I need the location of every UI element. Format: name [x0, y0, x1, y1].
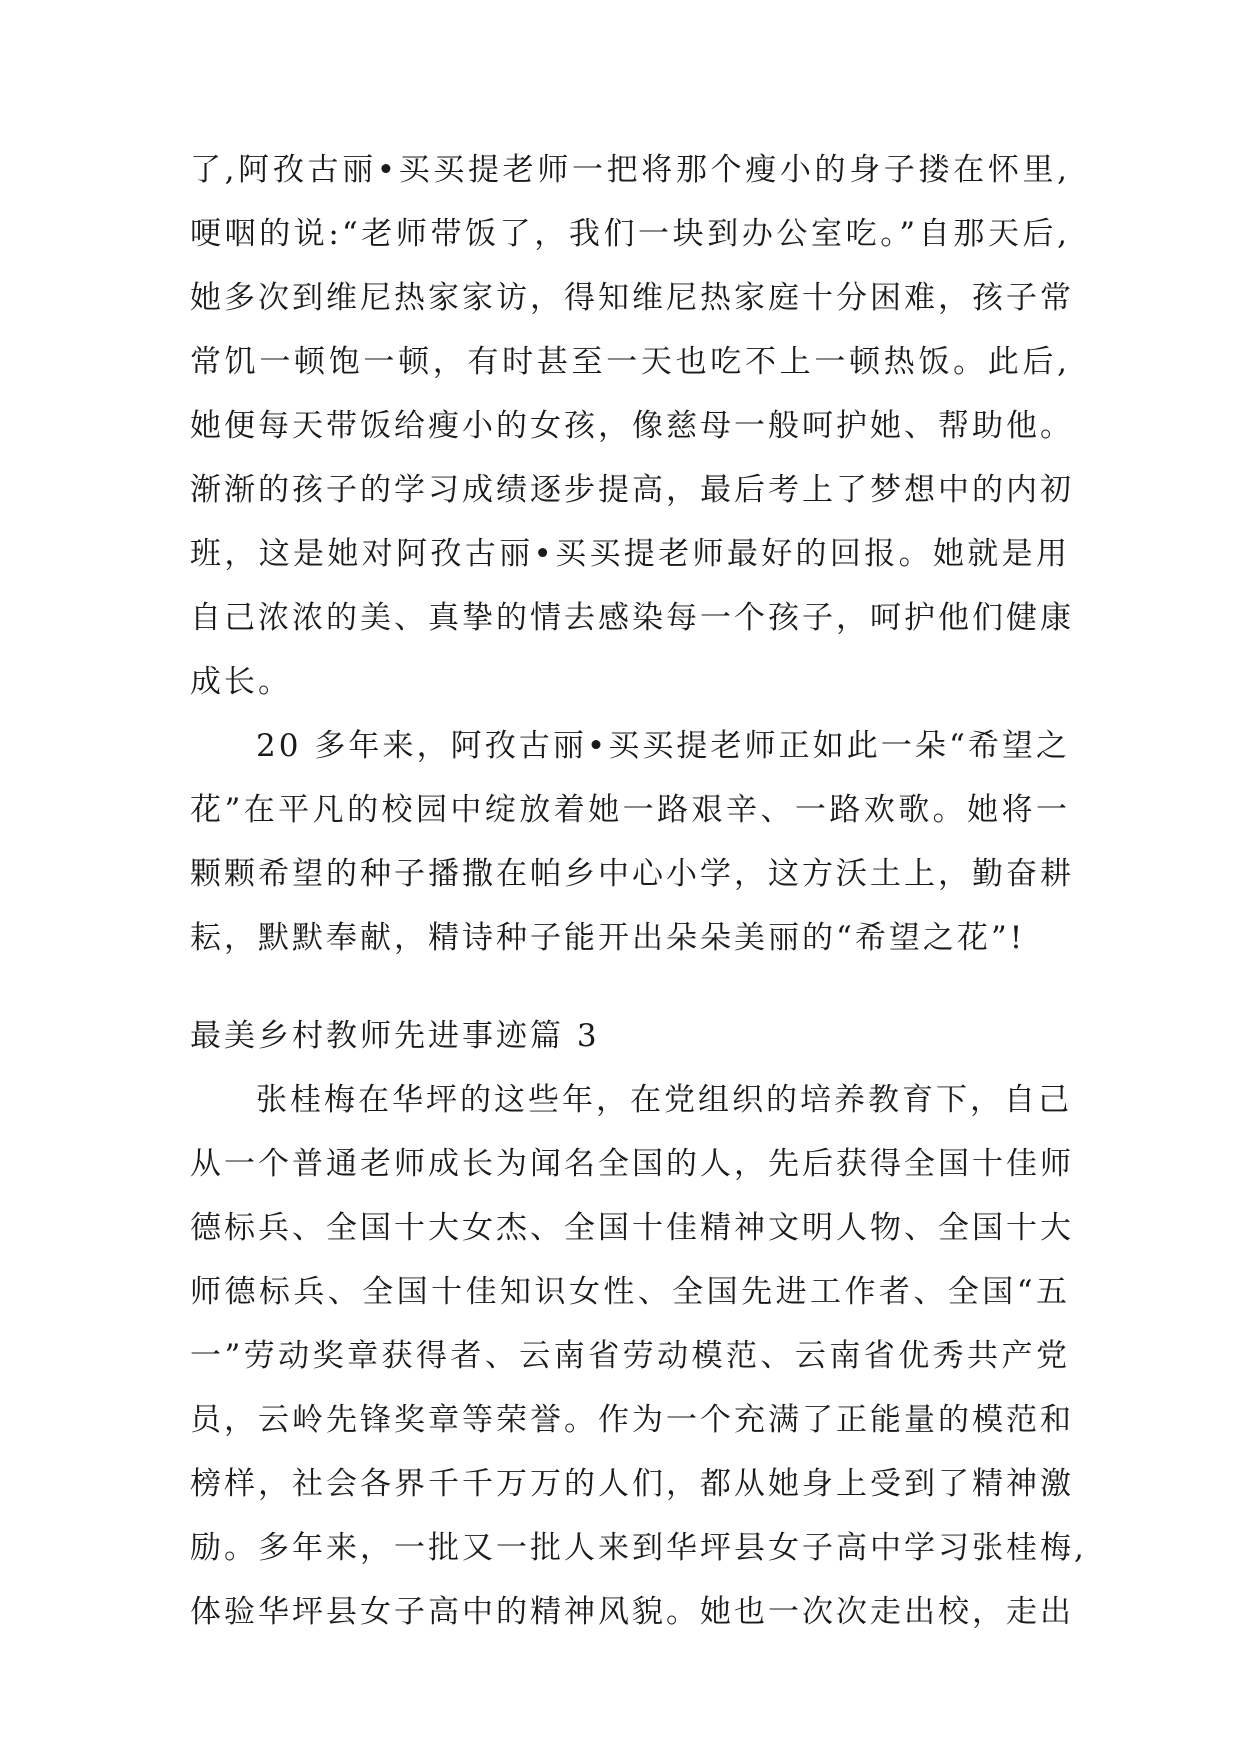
- text-line: 自己浓浓的美、真挚的情去感染每一个孩子，呵护他们健康: [190, 600, 1074, 636]
- text-line: 榜样，社会各界千千万万的人们，都从她身上受到了精神激: [190, 1466, 1074, 1502]
- text-line: 20 多年来，阿孜古丽•买买提老师正如此一朵“希望之: [256, 728, 1070, 764]
- text-line: 张桂梅在华坪的这些年，在党组织的培养教育下，自己: [256, 1082, 1072, 1118]
- paragraph-zhang-guimei: [190, 1068, 1087, 1644]
- text-line: 从一个普通老师成长为闻名全国的人，先后获得全国十佳师: [190, 1146, 1074, 1182]
- text-line: 励。多年来，一批又一批人来到华坪县女子高中学习张桂梅,: [190, 1530, 1087, 1566]
- text-line: 师德标兵、全国十佳知识女性、全国先进工作者、全国“五: [190, 1274, 1070, 1310]
- text-line: 哽咽的说:“老师带饭了，我们一块到办公室吃。”自那天后,: [190, 216, 1070, 252]
- section-heading: 最美乡村教师先进事迹篇 3: [190, 1018, 600, 1054]
- text-line: 德标兵、全国十大女杰、全国十佳精神文明人物、全国十大: [190, 1210, 1074, 1246]
- text-line: 成长。: [190, 664, 292, 700]
- text-line: 花”在平凡的校园中绽放着她一路艰辛、一路欢歌。她将一: [190, 792, 1070, 828]
- text-line: 耘，默默奉献，精诗种子能开出朵朵美丽的“希望之花”!: [190, 920, 1026, 956]
- text-line: 班，这是她对阿孜古丽•买买提老师最好的回报。她就是用: [190, 536, 1070, 572]
- text-line: 常饥一顿饱一顿，有时甚至一天也吃不上一顿热饭。此后,: [190, 344, 1070, 380]
- text-line: 渐渐的孩子的学习成绩逐步提高，最后考上了梦想中的内初: [190, 472, 1074, 508]
- text-line: 员，云岭先锋奖章等荣誉。作为一个充满了正能量的模范和: [190, 1402, 1074, 1438]
- text-line: 她便每天带饭给瘦小的女孩，像慈母一般呵护她、帮助他。: [190, 408, 1074, 444]
- text-line: 体验华坪县女子高中的精神风貌。她也一次次走出校，走出: [190, 1594, 1074, 1630]
- section-spacer: [190, 970, 1070, 1004]
- text-line: 一”劳动奖章获得者、云南省劳动模范、云南省优秀共产党: [190, 1338, 1070, 1374]
- text-line: 颗颗希望的种子播撒在帕乡中心小学，这方沃土上，勤奋耕: [190, 856, 1074, 892]
- paragraph-hope-flower: [190, 714, 1074, 970]
- paragraph-continuation: [190, 138, 1074, 714]
- document-body: [190, 138, 1087, 1644]
- text-line: 了,阿孜古丽•买买提老师一把将那个瘦小的身子搂在怀里,: [190, 152, 1070, 188]
- text-line: 她多次到维尼热家家访，得知维尼热家庭十分困难，孩子常: [190, 280, 1074, 316]
